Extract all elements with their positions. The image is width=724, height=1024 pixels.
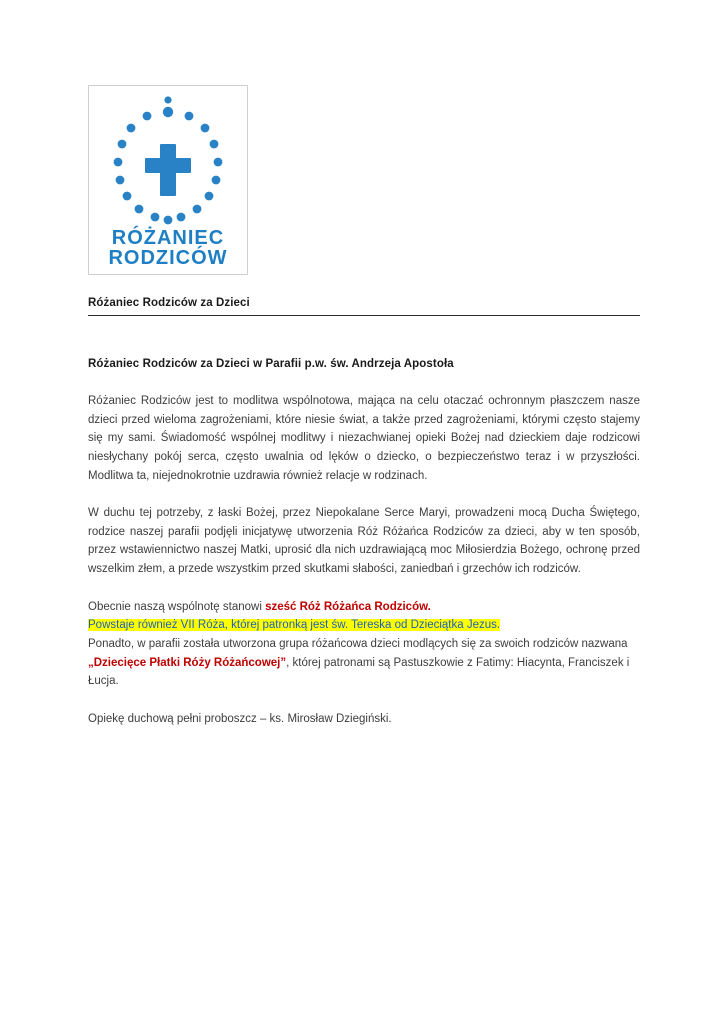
community-further-2: , której patronami są Pastuszkowie z Fatimy: Hiacynta, Franciszek i Łucja. — [88, 656, 630, 688]
section-heading: Różaniec Rodziców za Dzieci w Parafii p.w. św. Andrzeja Apostoła — [88, 358, 454, 370]
document-content — [88, 85, 640, 728]
community-block — [88, 598, 640, 691]
svg-text:RÓŻANIEC: RÓŻANIEC — [111, 227, 225, 249]
rozaniec-rodzicow-logo — [88, 85, 248, 275]
paragraph-1: Różaniec Rodziców jest to modlitwa wspólnotowa, mająca na celu otaczać ochronnym płaszczem nasze dzieci przed wieloma zagrożeniami, które niesie świat, a także przed zagrożeniami, którymi często stajemy się my sami. Świadomość wspólnej modlitwy i niezachwianej opieki Bożej nad dzieckiem daje rodzicowi niesłychany pokój serca, często uwalnia od lęków o dziecko, o bezpieczeństwo teraz i w przyszłości. Modlitwa ta, niejednokrotnie uzdrawia również relacje w rodzinach. — [88, 395, 640, 482]
community-highlight: Powstaje również VII Róża, której patronką jest św. Tereska od Dzieciątka Jezus. — [88, 619, 501, 632]
children-group-name: „Dziecięce Płatki Róży Różańcowej” — [88, 656, 287, 669]
community-further-1: Ponadto, w parafii została utworzona grupa różańcowa dzieci modlących się za swoich rodziców nazwana — [88, 637, 628, 650]
svg-text:RODZICÓW: RODZICÓW — [108, 247, 228, 269]
page-title: Różaniec Rodziców za Dzieci — [88, 297, 250, 309]
paragraph-2: W duchu tej potrzeby, z łaski Bożej, przez Niepokalane Serce Maryi, prowadzeni mocą Ducha Świętego, rodzice naszej parafii podjęli inicjatywę utworzenia Róż Różańca Rodziców za dzieci, aby w ten sposób, przez wstawiennictwo naszej Matki, uprosić dla nich uzdrawiającą moc Miłosierdzia Bożego, ochronę przed wszelkim złem, a przede wszystkim przed skutkami słabości, zaniedbań i grzechów ich rodziców. — [88, 507, 640, 575]
title-divider — [88, 315, 640, 316]
spiritual-care-note: Opiekę duchową pełni proboszcz – ks. Mirosław Dziegiński. — [88, 712, 392, 725]
community-count: sześć Róż Różańca Rodziców. — [265, 600, 431, 613]
community-intro: Obecnie naszą wspólnotę stanowi — [88, 600, 266, 613]
